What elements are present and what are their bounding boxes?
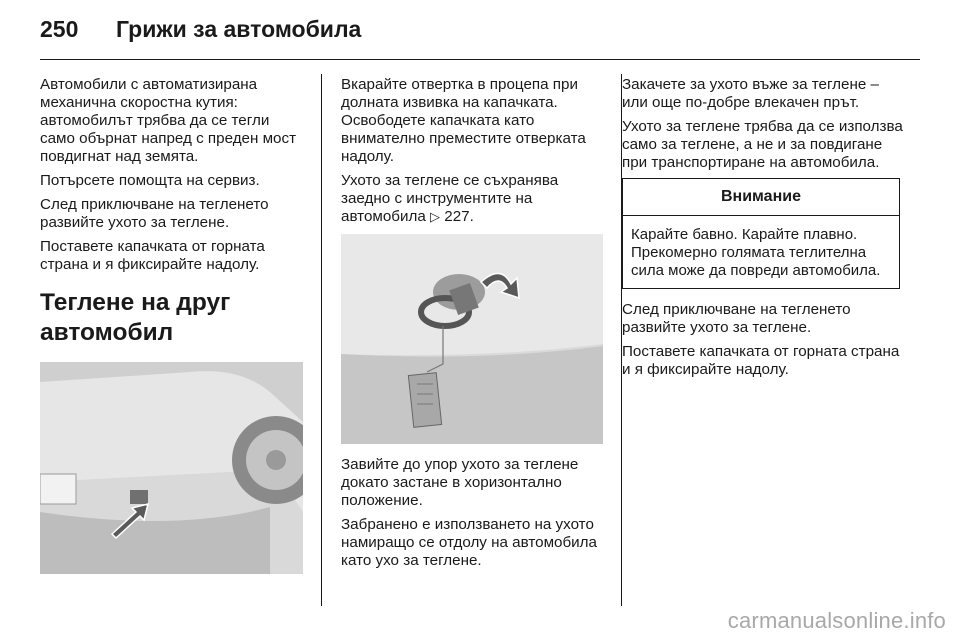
column-middle — [341, 76, 603, 576]
warning-text: Карайте бавно. Карайте плавно. Прекомерно голямата теглителна сила може да повреди автомобила. — [631, 226, 881, 279]
page-number: 250 — [40, 16, 79, 42]
paragraph: Поставете капачката от горната страна и я фиксирайте надолу. — [40, 238, 265, 273]
column-left — [40, 76, 302, 574]
warning-title: Внимание — [623, 179, 899, 216]
page-header — [40, 16, 920, 56]
column-right — [622, 76, 904, 385]
paragraph: Закачете за ухото въже за теглене – или още по-добре влекачен прът. — [622, 76, 879, 111]
header-rule — [40, 59, 920, 60]
paragraph: Ухото за теглене трябва да се използва само за теглене, а не и за повдигане при транспортиране на автомобила. — [622, 118, 903, 171]
towing-eye-illustration — [341, 234, 603, 444]
rear-bumper-illustration — [40, 362, 303, 574]
paragraph: Завийте до упор ухото за теглене докато застане в хоризонтално положение. — [341, 456, 579, 509]
watermark: carmanualsonline.info — [727, 608, 946, 633]
paragraph: След приключване на тегленето развийте ухото за теглене. — [40, 196, 269, 231]
paragraph: Поставете капачката от горната страна и я фиксирайте надолу. — [622, 343, 900, 378]
paragraph: Вкарайте отвертка в процепа при долната извивка на капачката. Освободете капачката като внимателно преместите отверката надолу. — [341, 76, 586, 165]
paragraph: Автомобили с автоматизирана механична скоростна кутия: автомобилът трябва да се тегли само обърнат напред с преден мост повдигнат над земята. — [40, 76, 297, 165]
paragraph-text: Ухото за теглене се съхранява заедно с инструментите на автомобила — [341, 172, 559, 225]
page-reference-icon: ▷ — [430, 209, 441, 224]
paragraph: Потърсете помощта на сервиз. — [40, 172, 260, 189]
page-reference: 227. — [444, 208, 474, 225]
warning-box — [622, 178, 900, 289]
paragraph: След приключване на тегленето развийте ухото за теглене. — [622, 301, 851, 336]
running-title: Грижи за автомобила — [116, 16, 362, 42]
section-heading: Теглене на друг автомобил — [40, 289, 231, 346]
paragraph — [341, 172, 603, 226]
paragraph: Забранено е използването на ухото намиращо се отдолу на автомобила като ухо за теглене. — [341, 516, 597, 569]
column-divider — [321, 74, 322, 606]
